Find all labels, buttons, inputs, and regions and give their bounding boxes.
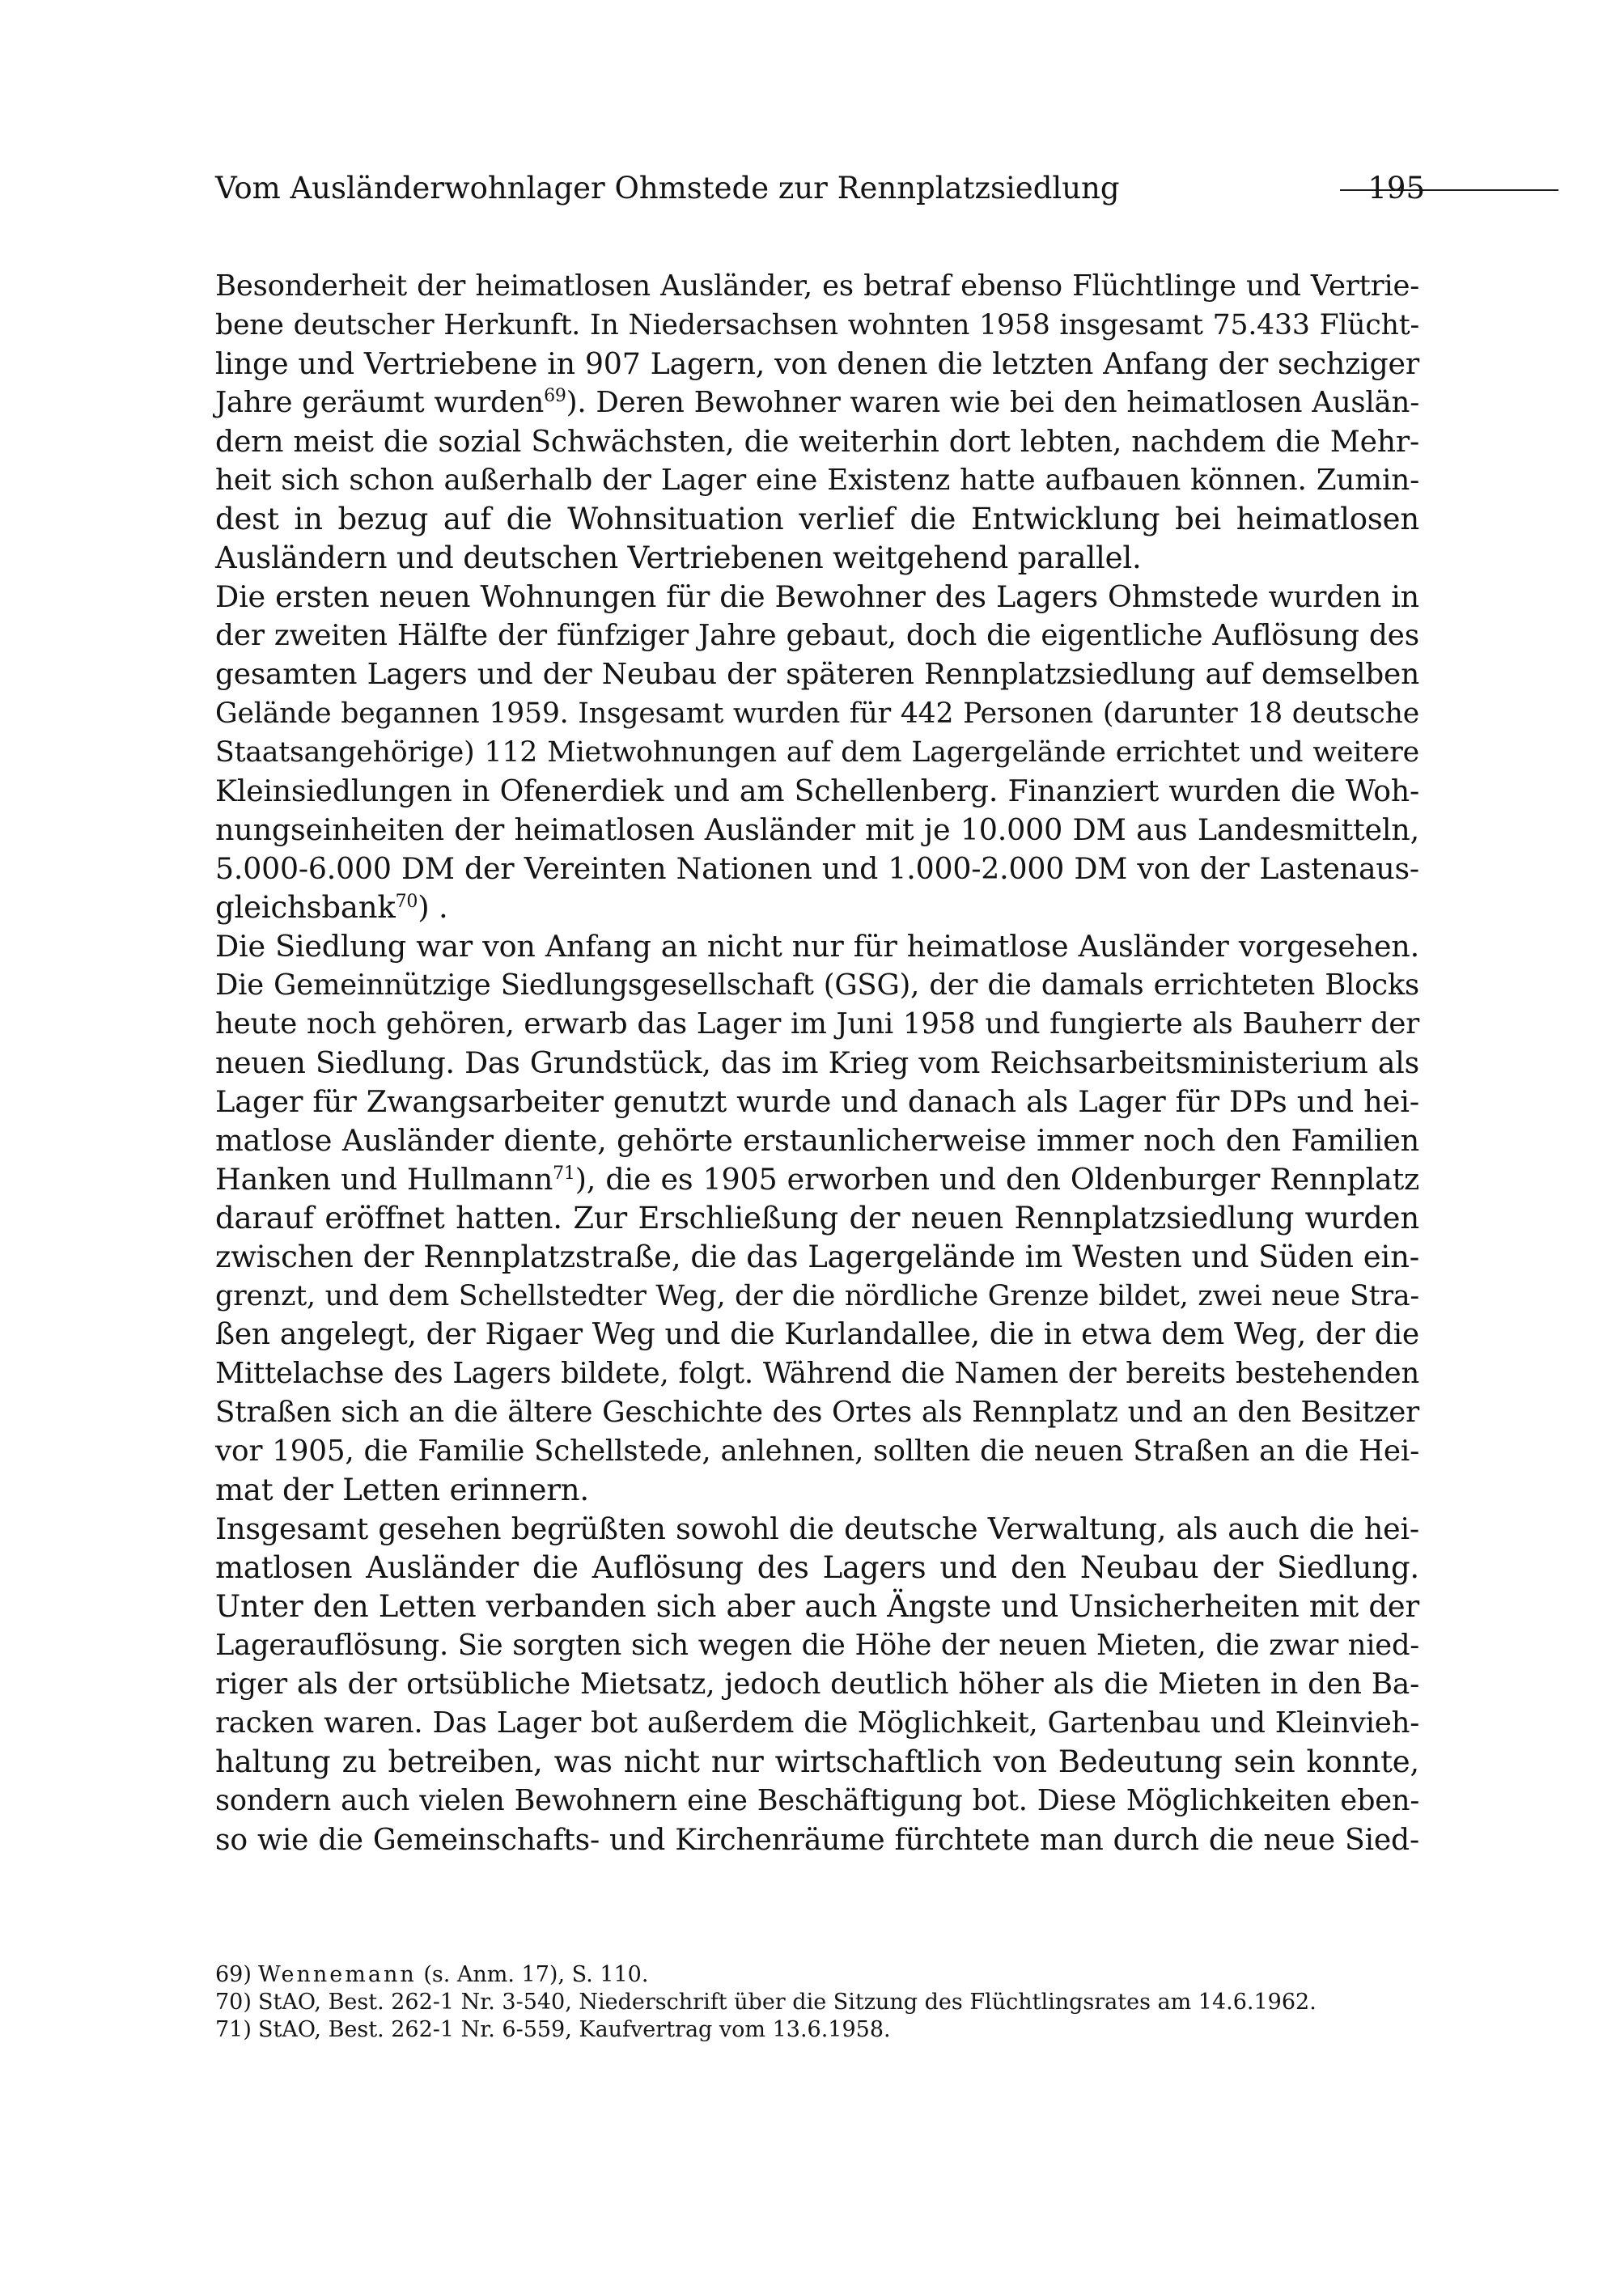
running-header-title: Vom Ausländerwohnlager Ohmstede zur Rennplatzsiedlung xyxy=(215,171,1120,206)
text-line: neuen Siedlung. Das Grundstück, das im Krieg vom Reichsarbeitsministerium als xyxy=(215,1045,1419,1080)
text-line: Insgesamt gesehen begrüßten sowohl die deutsche Verwaltung, als auch die hei- xyxy=(215,1511,1419,1546)
text-line: dern meist die sozial Schwächsten, die weiterhin dort lebten, nachdem die Mehr- xyxy=(215,424,1419,459)
text-line: bene deutscher Herkunft. In Niedersachsen wohnten 1958 insgesamt 75.433 Flücht- xyxy=(215,309,1419,341)
text-line: riger als der ortsübliche Mietsatz, jedoch deutlich höher als die Mieten in den Ba- xyxy=(215,1668,1419,1701)
footnote-text: StAO, Best. 262-1 Nr. 6-559, Kaufvertrag vom 13.6.1958. xyxy=(258,2017,891,2042)
text-line xyxy=(215,1160,1419,1199)
footnote-70 xyxy=(215,1989,1419,2016)
line-segment: ). Deren Bewohner waren wie bei den heimatlosen Auslän- xyxy=(566,386,1420,419)
text-line: heute noch gehören, erwarb das Lager im Juni 1958 und fungierte als Bauherr der xyxy=(215,1007,1419,1041)
footnote-69 xyxy=(215,1961,1419,1989)
text-line: Die ersten neuen Wohnungen für die Bewohner des Lagers Ohmstede wurden in xyxy=(215,579,1419,614)
footnote-text: StAO, Best. 262-1 Nr. 3-540, Niederschrift über die Sitzung des Flüchtlingsrates am 14.6.1962. xyxy=(258,1990,1317,2015)
footnote-number: 71) xyxy=(215,2017,252,2042)
text-line xyxy=(215,888,1419,927)
footnote-71 xyxy=(215,2016,1419,2044)
text-line: 5.000-6.000 DM der Vereinten Nationen und 1.000-2.000 DM von der Lastenaus- xyxy=(215,851,1419,886)
running-header xyxy=(215,166,1425,211)
text-line: mat der Letten erinnern. xyxy=(215,1473,589,1507)
body-text xyxy=(215,267,1419,1859)
footnote-author: Wennemann xyxy=(258,1962,417,1987)
footnote-number: 70) xyxy=(215,1990,252,2015)
text-line: Ausländern und deutschen Vertriebenen weitgehend parallel. xyxy=(215,540,1142,575)
text-line: Lagerauflösung. Sie sorgten sich wegen die Höhe der neuen Mieten, die zwar nied- xyxy=(215,1629,1419,1662)
text-line: haltung zu betreiben, was nicht nur wirtschaftlich von Bedeutung sein konnte, xyxy=(215,1744,1419,1779)
text-line: Gelände begannen 1959. Insgesamt wurden für 442 Personen (darunter 18 deutsche xyxy=(215,697,1419,730)
line-segment: gleichsbank xyxy=(215,890,396,925)
line-segment: Jahre geräumt wurden xyxy=(215,386,545,419)
text-line: dest in bezug auf die Wohnsituation verlief die Entwicklung bei heimatlosen xyxy=(215,502,1419,536)
line-segment: ), die es 1905 erworben und den Oldenburger Rennplatz xyxy=(575,1162,1420,1197)
text-line: der zweiten Hälfte der fünfziger Jahre gebaut, doch die eigentliche Auflösung des xyxy=(215,619,1419,652)
text-line: matlose Ausländer diente, gehörte erstaunlicherweise immer noch den Familien xyxy=(215,1123,1419,1158)
text-line: linge und Vertriebene in 907 Lagern, von denen die letzten Anfang der sechziger xyxy=(215,346,1419,381)
text-line xyxy=(215,384,1419,422)
text-line: ßen angelegt, der Rigaer Weg und die Kurlandallee, die in etwa dem Weg, der die xyxy=(215,1318,1419,1351)
text-line: darauf eröffnet hatten. Zur Erschließung der neuen Rennplatzsiedlung wurden xyxy=(215,1201,1419,1236)
footnotes xyxy=(215,1961,1419,2044)
text-line: zwischen der Rennplatzstraße, die das Lagergelände im Westen und Süden ein- xyxy=(215,1240,1419,1274)
text-line: heit sich schon außerhalb der Lager eine Existenz hatte aufbauen können. Zumin- xyxy=(215,464,1419,497)
footnote-ref-70: 70 xyxy=(395,892,418,912)
text-line: Kleinsiedlungen in Ofenerdiek und am Schellenberg. Finanziert wurden die Woh- xyxy=(215,774,1419,808)
line-segment: ) . xyxy=(418,890,448,925)
footnote-number: 69) xyxy=(215,1962,252,1987)
text-line: Lager für Zwangsarbeiter genutzt wurde und danach als Lager für DPs und hei- xyxy=(215,1084,1419,1119)
footnote-ref-69: 69 xyxy=(544,386,566,406)
text-line: grenzt, und dem Schellstedter Weg, der die nördliche Grenze bildet, zwei neue Stra- xyxy=(215,1280,1419,1312)
footnote-text: (s. Anm. 17), S. 110. xyxy=(416,1962,649,1987)
text-line: gesamten Lagers und der Neubau der späteren Rennplatzsiedlung auf demselben xyxy=(215,658,1419,691)
page-number: 195 xyxy=(1367,171,1425,206)
text-line: racken waren. Das Lager bot außerdem die Möglichkeit, Gartenbau und Kleinvieh- xyxy=(215,1706,1419,1740)
text-line: Mittelachse des Lagers bildete, folgt. Während die Namen der bereits bestehenden xyxy=(215,1357,1419,1390)
line-segment: Hanken und Hullmann xyxy=(215,1162,553,1197)
text-line: so wie die Gemeinschafts- und Kirchenräume fürchtete man durch die neue Sied- xyxy=(215,1822,1419,1857)
text-line: nungseinheiten der heimatlosen Ausländer mit je 10.000 DM aus Landesmitteln, xyxy=(215,812,1419,847)
text-line: Straßen sich an die ältere Geschichte des Ortes als Rennplatz und an den Besitzer xyxy=(215,1396,1419,1429)
text-line: sondern auch vielen Bewohnern eine Beschäftigung bot. Diese Möglichkeiten eben- xyxy=(215,1784,1419,1817)
text-line: Die Siedlung war von Anfang an nicht nur für heimatlose Ausländer vorgesehen. xyxy=(215,929,1419,964)
text-line: vor 1905, die Familie Schellstede, anlehnen, sollten die neuen Straßen an die Hei- xyxy=(215,1435,1419,1468)
text-line: matlosen Ausländer die Auflösung des Lagers und den Neubau der Siedlung. xyxy=(215,1550,1419,1585)
text-line: Unter den Letten verbanden sich aber auch Ängste und Unsicherheiten mit der xyxy=(215,1589,1419,1624)
text-line: Die Gemeinnützige Siedlungsgesellschaft (GSG), der die damals errichteten Blocks xyxy=(215,968,1419,1002)
text-line: Besonderheit der heimatlosen Ausländer, es betraf ebenso Flüchtlinge und Vertrie- xyxy=(215,269,1419,303)
footnote-ref-71: 71 xyxy=(553,1163,575,1184)
text-line: Staatsangehörige) 112 Mietwohnungen auf dem Lagergelände errichtet und weitere xyxy=(215,736,1419,769)
